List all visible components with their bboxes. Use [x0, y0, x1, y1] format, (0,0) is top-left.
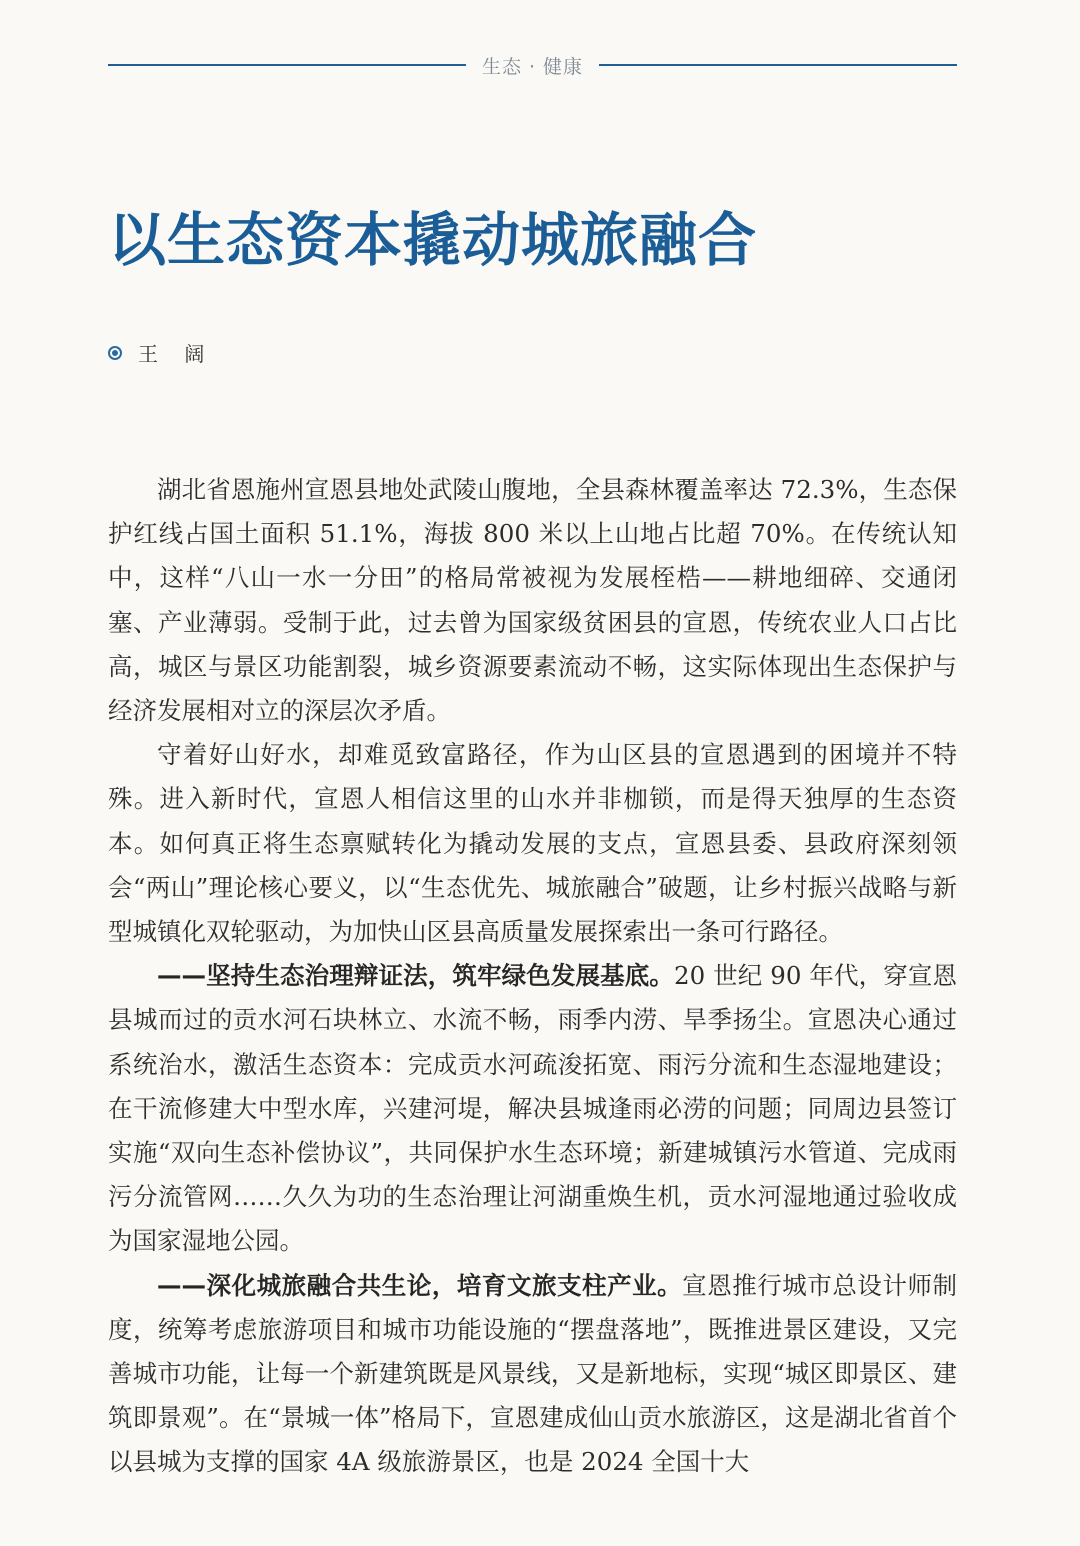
header-rule-left — [108, 64, 466, 66]
article-body — [108, 468, 957, 1485]
paragraph-text: 湖北省恩施州宣恩县地处武陵山腹地，全县森林覆盖率达 72.3%，生态保护红线占国土面积 51.1%，海拔 800 米以上山地占比超 70%。在传统认知中，这样“八山一水一分田”的格局常被视为发展桎梏——耕地细碎、交通闭塞、产业薄弱。受制于此，过去曾为国家级贫困县的宣恩，传统农业人口占比高，城区与景区功能割裂，城乡资源要素流动不畅，这实际体现出生态保护与经济发展相对立的深层次矛盾。 — [108, 475, 957, 726]
paragraph-4 — [108, 1264, 957, 1485]
paragraph-2 — [108, 733, 957, 954]
author-name: 王 阔 — [138, 342, 215, 366]
article-title: 以生态资本撬动城旅融合 — [108, 206, 758, 274]
paragraph-lead: ——深化城旅融合共生论，培育文旅支柱产业。 — [157, 1270, 683, 1300]
header-rule-right — [599, 64, 957, 66]
paragraph-lead: ——坚持生态治理辩证法，筑牢绿色发展基底。 — [157, 961, 675, 991]
section-header — [108, 52, 957, 78]
bullseye-icon — [108, 346, 122, 360]
paragraph-text: 守着好山好水，却难觅致富路径，作为山区县的宣恩遇到的困境并不特殊。进入新时代，宣恩人相信这里的山水并非枷锁，而是得天独厚的生态资本。如何真正将生态禀赋转化为撬动发展的支点，宣恩县委、县政府深刻领会“两山”理论核心要义，以“生态优先、城旅融合”破题，让乡村振兴战略与新型城镇化双轮驱动，为加快山区县高质量发展探索出一条可行路径。 — [108, 740, 957, 947]
paragraph-1 — [108, 468, 957, 733]
author-line — [108, 338, 214, 367]
paragraph-text: 宣恩推行城市总设计师制度，统筹考虑旅游项目和城市功能设施的“摆盘落地”，既推进景区建设，又完善城市功能，让每一个新建筑既是风景线，又是新地标，实现“城区即景区、建筑即景观”。在“景城一体”格局下，宣恩建成仙山贡水旅游区，这是湖北省首个以县城为支撑的国家 4A 级旅游景区，也是 2024 全国十大 — [108, 1270, 958, 1477]
section-label: 生态 · 健康 — [481, 55, 584, 78]
paragraph-text: 20 世纪 90 年代，穿宣恩县城而过的贡水河石块林立、水流不畅，雨季内涝、旱季扬尘。宣恩决心通过系统治水，激活生态资本：完成贡水河疏浚拓宽、雨污分流和生态湿地建设；在干流修建大中型水库，兴建河堤，解决县城逢雨必涝的问题；同周边县签订实施“双向生态补偿协议”，共同保护水生态环境；新建城镇污水管道、完成雨污分流管网……久久为功的生态治理让河湖重焕生机，贡水河湿地通过验收成为国家湿地公园。 — [108, 961, 958, 1256]
paragraph-3 — [108, 954, 957, 1263]
